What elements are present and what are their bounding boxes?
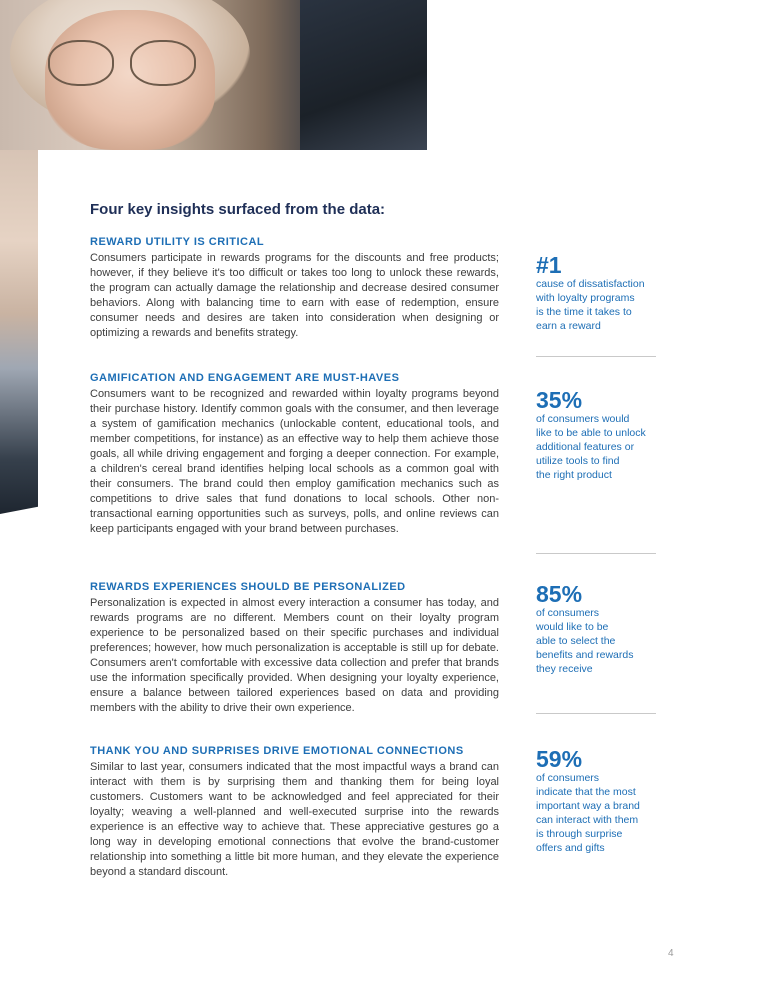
page-title: Four key insights surfaced from the data: — [90, 201, 386, 218]
section-body: Consumers want to be recognized and rewarded within loyalty programs beyond their purchase history. Identify common goals with the consumer, and then leverage a system of gamification mechanics (unlockable content, educational tools, and member competitions, for instance) as an effective way to help them achieve those goals, all while driving engagement and forging a deeper connection. For example, a children's cereal brand identifies helping local schools as a common goal with their consumers. The brand could then employ gamification mechanics such as competitions to drive sales that fund donations to local schools. Other non-transactional earning opportunities such as surveys, polls, and online reviews can keep participants engaged with your brand between purchases. — [90, 388, 499, 535]
stat-callout-1 — [536, 253, 666, 333]
section-heading: REWARD UTILITY IS CRITICAL — [90, 236, 265, 248]
section-heading: REWARDS EXPERIENCES SHOULD BE PERSONALIZED — [90, 581, 406, 593]
insight-section-gamification — [90, 372, 499, 537]
insight-section-personalized — [90, 581, 499, 716]
insight-section-reward-utility — [90, 236, 499, 341]
stat-callout-4 — [536, 747, 666, 855]
section-body: Similar to last year, consumers indicated that the most impactful ways a brand can interact with them is by surprising them and thanking them for being loyal customers. Customers want to be acknowledged and feel appreciated for their loyalty; weaving a well-planned and well-executed surprise into the rewards experience is an effective way to achieve that. These appreciative gestures go a long way in developing emotional connections that evolve the brand-customer relationship into something a little bit more human, and they elevate the experience beyond a standard discount. — [90, 761, 499, 878]
stat-caption: of consumers would like to be able to select the benefits and rewards they receive — [536, 607, 634, 675]
stat-number: 59% — [536, 746, 583, 772]
photo-background — [300, 0, 427, 150]
stat-callout-2 — [536, 388, 666, 482]
stat-callout-3 — [536, 582, 666, 676]
stat-caption: cause of dissatisfaction with loyalty programs is the time it takes to earn a reward — [536, 278, 645, 332]
header-photo — [0, 0, 427, 150]
divider — [536, 356, 656, 357]
divider — [536, 553, 656, 554]
section-body: Consumers participate in rewards programs for the discounts and free products; however, if they believe it's too difficult or takes too long to unlock these rewards, the program can actually damage the relationship and decrease desired consumer behaviors. Along with balancing time to earn with ease of redemption, ensure consumer needs and desires are taken into consideration when designing or optimizing a rewards and benefits strategy. — [90, 252, 499, 339]
insight-section-surprises — [90, 745, 499, 880]
stat-caption: of consumers would like to be able to unlock additional features or utilize tools to find the right product — [536, 413, 646, 481]
divider — [536, 713, 656, 714]
page-number: 4 — [668, 948, 674, 959]
photo-side-strip — [0, 150, 38, 514]
section-heading: THANK YOU AND SURPRISES DRIVE EMOTIONAL CONNECTIONS — [90, 745, 464, 757]
stat-caption: of consumers indicate that the most important way a brand can interact with them is through surprise offers and gifts — [536, 772, 640, 854]
photo-glasses-left — [48, 40, 114, 86]
section-body: Personalization is expected in almost every interaction a consumer has today, and rewards programs are no different. Members count on their loyalty program experience to be personalized based on their specific purchases and individual preferences; however, how much personalization is acceptable is still up for debate. Consumers aren't comfortable with excessive data collection and prefer that brands use the information specifically provided. When designing your loyalty experience, ensure a balance between tailored experiences based on data and providing members with the ability to drive their own experience. — [90, 597, 499, 714]
photo-glasses-right — [130, 40, 196, 86]
section-heading: GAMIFICATION AND ENGAGEMENT ARE MUST-HAVES — [90, 372, 400, 384]
stat-number: 35% — [536, 387, 583, 413]
stat-number: 85% — [536, 581, 583, 607]
stat-number: #1 — [536, 252, 562, 278]
